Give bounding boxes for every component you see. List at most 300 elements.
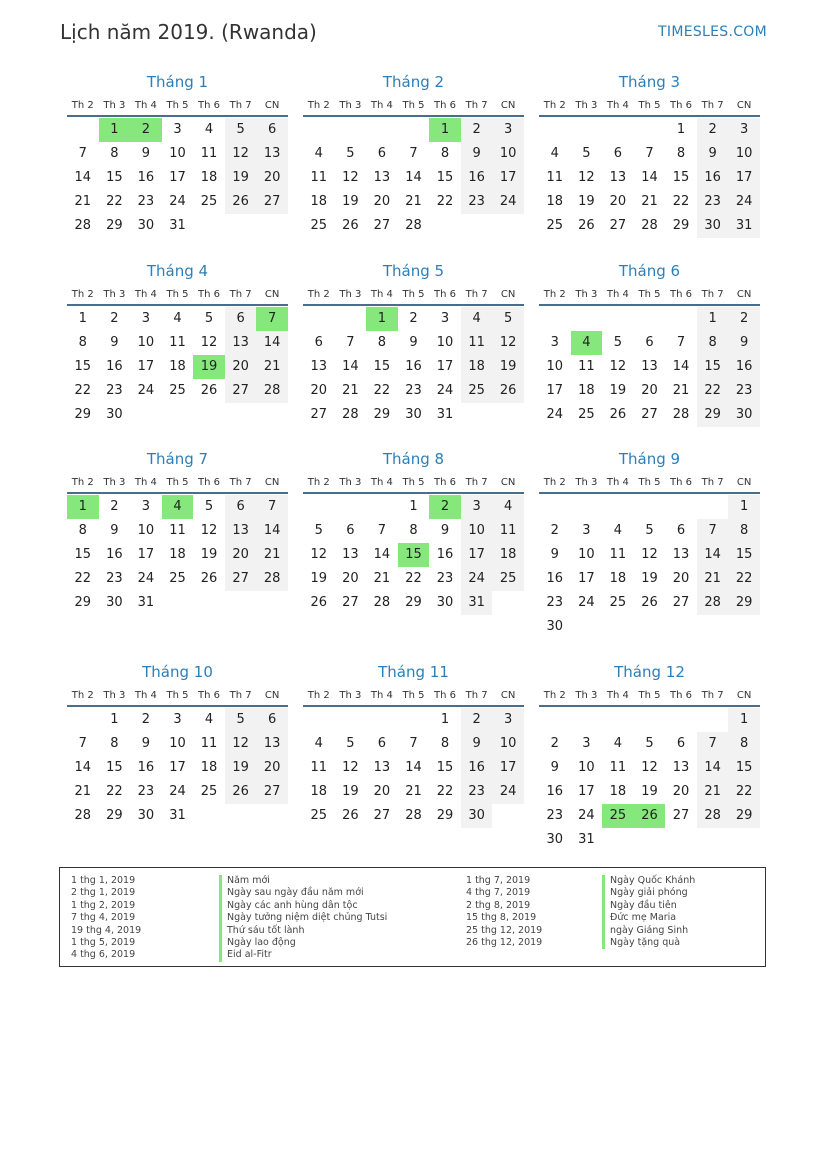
weekday-label: Th 4 — [606, 477, 629, 488]
day-grid — [303, 495, 524, 615]
day-cell: 21 — [405, 194, 422, 209]
day-cell: 25 — [169, 383, 186, 398]
weekday-label: Th 6 — [198, 100, 221, 111]
legend-holiday-name: Ngày các anh hùng dân tộc — [219, 900, 387, 912]
day-cell: 5 — [204, 499, 214, 514]
empty-cell — [335, 495, 367, 519]
weekday-label: Th 4 — [370, 289, 393, 300]
day-cell: 6 — [256, 118, 288, 142]
day-cell: 21 — [256, 543, 288, 567]
weekday-label: Th 5 — [402, 477, 425, 488]
day-cell: 4 — [314, 736, 323, 751]
day-cell: 25 — [461, 379, 493, 403]
legend-right-dates — [466, 875, 542, 949]
legend-date: 7 thg 4, 2019 — [71, 912, 136, 924]
day-cell: 10 — [492, 142, 524, 166]
legend-date: 26 thg 12, 2019 — [466, 936, 543, 948]
day-cell: 28 — [641, 218, 658, 233]
empty-cell — [366, 495, 398, 519]
day-cell: 26 — [578, 218, 595, 233]
month-name: Tháng 1 — [146, 73, 209, 91]
day-cell: 13 — [310, 359, 328, 374]
weekday-header — [303, 688, 524, 707]
day-cell: 4 — [613, 736, 623, 751]
day-cell: 27 — [373, 218, 391, 233]
day-cell: 10 — [169, 146, 186, 161]
day-cell: 4 — [314, 146, 323, 161]
day-cell: 12 — [200, 523, 218, 538]
day-cell: 4 — [550, 146, 559, 161]
day-cell: 28 — [697, 804, 729, 828]
month-name: Tháng 11 — [378, 663, 449, 681]
day-cell: 21 — [74, 194, 92, 209]
empty-cell — [665, 495, 697, 519]
day-cell: 29 — [436, 808, 454, 823]
weekday-label: Th 5 — [402, 289, 425, 300]
weekday-label: Th 5 — [402, 690, 425, 701]
empty-cell — [634, 708, 666, 732]
legend-date: 1 thg 2, 2019 — [71, 899, 136, 911]
brand-link[interactable]: TIMESLES.COM — [658, 24, 767, 40]
day-cell: 18 — [310, 784, 328, 799]
day-cell: 22 — [728, 780, 760, 804]
day-cell: 17 — [546, 383, 564, 398]
day-cell: 13 — [641, 359, 658, 374]
month-block — [67, 261, 288, 427]
legend-date: 4 thg 6, 2019 — [71, 949, 136, 961]
weekday-label: Th 3 — [103, 289, 126, 300]
weekday-label: Th 4 — [370, 477, 393, 488]
weekday-label: Th 4 — [606, 289, 629, 300]
day-cell: 20 — [373, 194, 391, 209]
legend-holiday-name: Ngày giải phóng — [602, 887, 695, 899]
day-cell: 12 — [641, 547, 658, 562]
weekday-label: Th 4 — [134, 477, 157, 488]
day-cell: 19 — [641, 571, 658, 586]
day-cell: 28 — [672, 407, 690, 422]
day-cell: 27 — [225, 567, 257, 591]
day-cell: 12 — [609, 359, 627, 374]
empty-cell — [602, 307, 634, 331]
day-cell: 29 — [672, 218, 690, 233]
weekday-label: Th 7 — [465, 289, 488, 300]
day-cell: 16 — [137, 170, 155, 185]
day-cell: 26 — [492, 379, 524, 403]
weekday-label: Th 5 — [638, 100, 661, 111]
day-cell: 11 — [461, 331, 493, 355]
page-title: Lịch năm 2019. (Rwanda) — [60, 20, 317, 44]
empty-cell — [602, 495, 634, 519]
day-cell: 9 — [141, 146, 151, 161]
day-cell: 19 — [225, 756, 257, 780]
weekday-label: Th 7 — [229, 100, 252, 111]
weekday-label: CN — [500, 477, 516, 488]
day-cell: 9 — [728, 331, 760, 355]
day-cell: 3 — [173, 122, 182, 137]
day-cell: 15 — [697, 355, 729, 379]
day-cell: 15 — [436, 760, 454, 775]
day-cell: 10 — [728, 142, 760, 166]
day-cell: 15 — [373, 359, 391, 374]
day-cell: 24 — [578, 808, 595, 823]
empty-cell — [665, 307, 697, 331]
weekday-label: CN — [736, 477, 752, 488]
legend-date: 1 thg 7, 2019 — [466, 875, 531, 886]
day-cell: 3 — [492, 708, 524, 732]
empty-cell — [539, 495, 571, 519]
day-cell: 29 — [106, 808, 123, 823]
weekday-label: Th 2 — [307, 100, 330, 111]
day-cell: 4 — [173, 311, 182, 326]
month-name: Tháng 7 — [146, 450, 209, 468]
empty-cell — [602, 118, 634, 142]
day-cell: 20 — [310, 383, 328, 398]
day-cell: 13 — [672, 760, 690, 775]
weekday-label: Th 5 — [638, 690, 661, 701]
day-cell: 6 — [645, 335, 654, 350]
day-cell: 31 — [436, 407, 454, 422]
day-cell: 27 — [342, 595, 359, 610]
day-cell: 20 — [373, 784, 391, 799]
day-cell: 12 — [225, 142, 257, 166]
weekday-label: Th 6 — [198, 477, 221, 488]
day-grid — [539, 118, 760, 238]
day-cell: 9 — [550, 547, 559, 562]
holiday-day-cell: 1 — [366, 307, 398, 331]
weekday-label: Th 6 — [670, 477, 693, 488]
weekday-label: Th 3 — [575, 690, 598, 701]
weekday-label: Th 7 — [701, 477, 724, 488]
weekday-label: Th 5 — [638, 289, 661, 300]
weekday-label: CN — [736, 690, 752, 701]
empty-cell — [602, 708, 634, 732]
day-cell: 29 — [728, 591, 760, 615]
day-cell: 12 — [200, 335, 218, 350]
day-cell: 11 — [492, 519, 524, 543]
month-name: Tháng 3 — [618, 73, 681, 91]
day-cell: 9 — [461, 142, 493, 166]
day-cell: 5 — [225, 708, 257, 732]
day-cell: 27 — [609, 218, 627, 233]
day-cell: 22 — [436, 784, 454, 799]
weekday-label: Th 6 — [670, 690, 693, 701]
day-cell: 7 — [256, 495, 288, 519]
day-cell: 3 — [173, 712, 182, 727]
weekday-label: Th 5 — [638, 477, 661, 488]
day-cell: 23 — [461, 190, 493, 214]
day-cell: 19 — [609, 383, 627, 398]
empty-cell — [366, 118, 398, 142]
weekday-label: Th 4 — [134, 100, 157, 111]
day-cell: 6 — [377, 736, 387, 751]
holiday-day-cell: 2 — [130, 118, 162, 142]
empty-cell — [398, 708, 430, 732]
weekday-label: Th 2 — [543, 690, 566, 701]
day-cell: 22 — [697, 379, 729, 403]
empty-cell — [67, 708, 99, 732]
day-cell: 7 — [409, 736, 418, 751]
legend-holiday-name: Đức mẹ Maria — [602, 912, 695, 924]
weekday-label: Th 2 — [543, 100, 566, 111]
day-cell: 15 — [672, 170, 690, 185]
day-cell: 23 — [461, 780, 493, 804]
day-cell: 4 — [204, 122, 214, 137]
day-cell: 6 — [225, 307, 257, 331]
day-cell: 16 — [405, 359, 422, 374]
weekday-label: Th 7 — [465, 100, 488, 111]
weekday-header — [67, 688, 288, 707]
weekday-label: Th 4 — [606, 100, 629, 111]
day-cell: 30 — [137, 218, 155, 233]
weekday-label: Th 7 — [701, 289, 724, 300]
day-cell: 4 — [613, 523, 623, 538]
day-cell: 13 — [373, 170, 391, 185]
day-cell: 24 — [137, 383, 155, 398]
legend-holiday-name: ngày Giáng Sinh — [602, 925, 695, 937]
day-cell: 29 — [728, 804, 760, 828]
day-cell: 23 — [546, 595, 564, 610]
empty-cell — [539, 307, 571, 331]
empty-cell — [303, 708, 335, 732]
weekday-label: Th 6 — [670, 289, 693, 300]
month-name: Tháng 2 — [382, 73, 445, 91]
day-cell: 29 — [405, 595, 422, 610]
day-cell: 5 — [225, 118, 257, 142]
day-cell: 17 — [492, 166, 524, 190]
day-cell: 2 — [550, 736, 559, 751]
day-cell: 10 — [169, 736, 186, 751]
day-cell: 31 — [169, 808, 186, 823]
day-grid — [67, 118, 288, 238]
empty-cell — [67, 118, 99, 142]
weekday-label: Th 6 — [434, 690, 457, 701]
day-cell: 4 — [204, 712, 214, 727]
day-cell: 13 — [256, 732, 288, 756]
day-cell: 17 — [137, 359, 155, 374]
day-cell: 29 — [74, 407, 92, 422]
day-cell: 20 — [225, 355, 257, 379]
day-cell: 15 — [74, 359, 92, 374]
day-cell: 5 — [346, 146, 355, 161]
day-cell: 19 — [342, 194, 359, 209]
empty-cell — [335, 708, 367, 732]
day-cell: 11 — [310, 170, 328, 185]
day-cell: 11 — [169, 523, 186, 538]
day-cell: 23 — [405, 383, 422, 398]
month-name: Tháng 12 — [614, 663, 685, 681]
day-cell: 23 — [728, 379, 760, 403]
day-cell: 18 — [546, 194, 564, 209]
day-cell: 1 — [78, 311, 87, 326]
day-cell: 1 — [409, 499, 418, 514]
day-cell: 19 — [225, 166, 257, 190]
day-cell: 3 — [582, 523, 591, 538]
day-cell: 12 — [492, 331, 524, 355]
day-cell: 22 — [728, 567, 760, 591]
day-cell: 27 — [256, 190, 288, 214]
day-grid — [303, 708, 524, 828]
empty-cell — [697, 495, 729, 519]
day-cell: 28 — [74, 218, 92, 233]
day-cell: 22 — [74, 383, 92, 398]
day-cell: 18 — [169, 547, 186, 562]
empty-cell — [335, 307, 367, 331]
day-cell: 30 — [137, 808, 155, 823]
day-cell: 10 — [492, 732, 524, 756]
month-block — [303, 72, 524, 238]
day-grid — [67, 708, 288, 828]
weekday-label: Th 2 — [71, 690, 94, 701]
day-cell: 14 — [697, 543, 729, 567]
weekday-header — [539, 287, 760, 306]
holiday-legend — [59, 867, 766, 967]
day-cell: 2 — [550, 523, 559, 538]
day-cell: 7 — [346, 335, 355, 350]
day-cell: 26 — [225, 780, 257, 804]
day-cell: 10 — [461, 519, 493, 543]
day-cell: 12 — [578, 170, 595, 185]
weekday-label: Th 4 — [370, 690, 393, 701]
day-cell: 23 — [697, 190, 729, 214]
month-name: Tháng 10 — [142, 663, 213, 681]
weekday-label: Th 2 — [71, 477, 94, 488]
day-grid — [67, 307, 288, 427]
empty-cell — [571, 118, 603, 142]
legend-date: 4 thg 7, 2019 — [466, 887, 531, 899]
day-cell: 31 — [461, 591, 493, 615]
day-cell: 14 — [641, 170, 658, 185]
day-cell: 5 — [346, 736, 355, 751]
legend-right-names — [602, 875, 695, 949]
day-cell: 15 — [106, 170, 123, 185]
day-cell: 9 — [141, 736, 151, 751]
day-cell: 16 — [697, 166, 729, 190]
weekday-label: Th 3 — [339, 289, 362, 300]
day-cell: 17 — [578, 784, 595, 799]
weekday-label: CN — [264, 690, 280, 701]
day-cell: 20 — [342, 571, 359, 586]
day-cell: 15 — [436, 170, 454, 185]
day-cell: 6 — [676, 736, 686, 751]
day-cell: 23 — [546, 808, 564, 823]
day-cell: 23 — [106, 571, 123, 586]
day-cell: 13 — [256, 142, 288, 166]
day-cell: 18 — [310, 194, 328, 209]
legend-date: 2 thg 1, 2019 — [71, 887, 136, 899]
empty-cell — [634, 495, 666, 519]
day-cell: 6 — [256, 708, 288, 732]
weekday-label: Th 7 — [229, 477, 252, 488]
day-cell: 17 — [728, 166, 760, 190]
weekday-label: Th 2 — [71, 289, 94, 300]
day-cell: 2 — [110, 499, 119, 514]
legend-holiday-name: Ngày sau ngày đầu năm mới — [219, 887, 387, 899]
day-cell: 13 — [225, 519, 257, 543]
day-cell: 18 — [609, 784, 627, 799]
day-cell: 14 — [697, 756, 729, 780]
day-cell: 5 — [314, 523, 323, 538]
day-cell: 26 — [200, 383, 218, 398]
weekday-header — [303, 98, 524, 117]
day-cell: 3 — [492, 118, 524, 142]
day-cell: 27 — [256, 780, 288, 804]
holiday-day-cell: 19 — [193, 355, 225, 379]
day-cell: 18 — [609, 571, 627, 586]
day-cell: 7 — [377, 523, 387, 538]
day-cell: 10 — [436, 335, 454, 350]
day-cell: 27 — [310, 407, 328, 422]
weekday-label: Th 3 — [103, 477, 126, 488]
weekday-label: CN — [264, 477, 280, 488]
legend-holiday-name: Ngày lao động — [219, 937, 387, 949]
weekday-label: Th 4 — [134, 289, 157, 300]
weekday-label: CN — [264, 289, 280, 300]
day-cell: 17 — [492, 756, 524, 780]
day-cell: 18 — [461, 355, 493, 379]
day-cell: 11 — [578, 359, 595, 374]
day-cell: 8 — [110, 736, 119, 751]
day-cell: 8 — [110, 146, 119, 161]
day-cell: 21 — [641, 194, 658, 209]
day-cell: 16 — [106, 547, 123, 562]
weekday-label: Th 2 — [307, 477, 330, 488]
weekday-label: CN — [736, 100, 752, 111]
day-cell: 10 — [137, 335, 155, 350]
legend-left-dates — [71, 875, 141, 962]
weekday-label: Th 2 — [543, 289, 566, 300]
day-cell: 21 — [256, 355, 288, 379]
day-cell: 2 — [110, 311, 119, 326]
weekday-header — [539, 475, 760, 494]
day-cell: 19 — [641, 784, 658, 799]
day-cell: 6 — [314, 335, 323, 350]
day-cell: 26 — [342, 808, 359, 823]
day-cell: 25 — [546, 218, 564, 233]
day-cell: 13 — [342, 547, 359, 562]
day-cell: 16 — [461, 166, 493, 190]
day-cell: 13 — [373, 760, 391, 775]
day-cell: 30 — [461, 804, 493, 828]
weekday-label: Th 3 — [575, 289, 598, 300]
day-cell: 8 — [697, 331, 729, 355]
empty-cell — [303, 307, 335, 331]
day-cell: 16 — [546, 571, 564, 586]
day-cell: 22 — [106, 194, 123, 209]
day-cell: 12 — [225, 732, 257, 756]
legend-holiday-name: Ngày Quốc Khánh — [602, 875, 695, 887]
month-block — [67, 449, 288, 615]
day-cell: 3 — [728, 118, 760, 142]
day-cell: 29 — [697, 403, 729, 427]
legend-holiday-name: Ngày tặng quà — [602, 937, 695, 949]
day-cell: 27 — [373, 808, 391, 823]
day-cell: 30 — [436, 595, 454, 610]
day-cell: 16 — [546, 784, 564, 799]
day-cell: 6 — [377, 146, 387, 161]
empty-cell — [539, 708, 571, 732]
day-cell: 8 — [440, 736, 450, 751]
weekday-label: Th 6 — [434, 100, 457, 111]
day-cell: 19 — [310, 571, 328, 586]
day-cell: 30 — [697, 214, 729, 238]
day-cell: 16 — [461, 756, 493, 780]
day-cell: 14 — [342, 359, 359, 374]
day-cell: 17 — [578, 571, 595, 586]
day-cell: 27 — [225, 379, 257, 403]
legend-holiday-name: Năm mới — [219, 875, 387, 887]
day-cell: 9 — [440, 523, 450, 538]
day-cell: 20 — [641, 383, 658, 398]
